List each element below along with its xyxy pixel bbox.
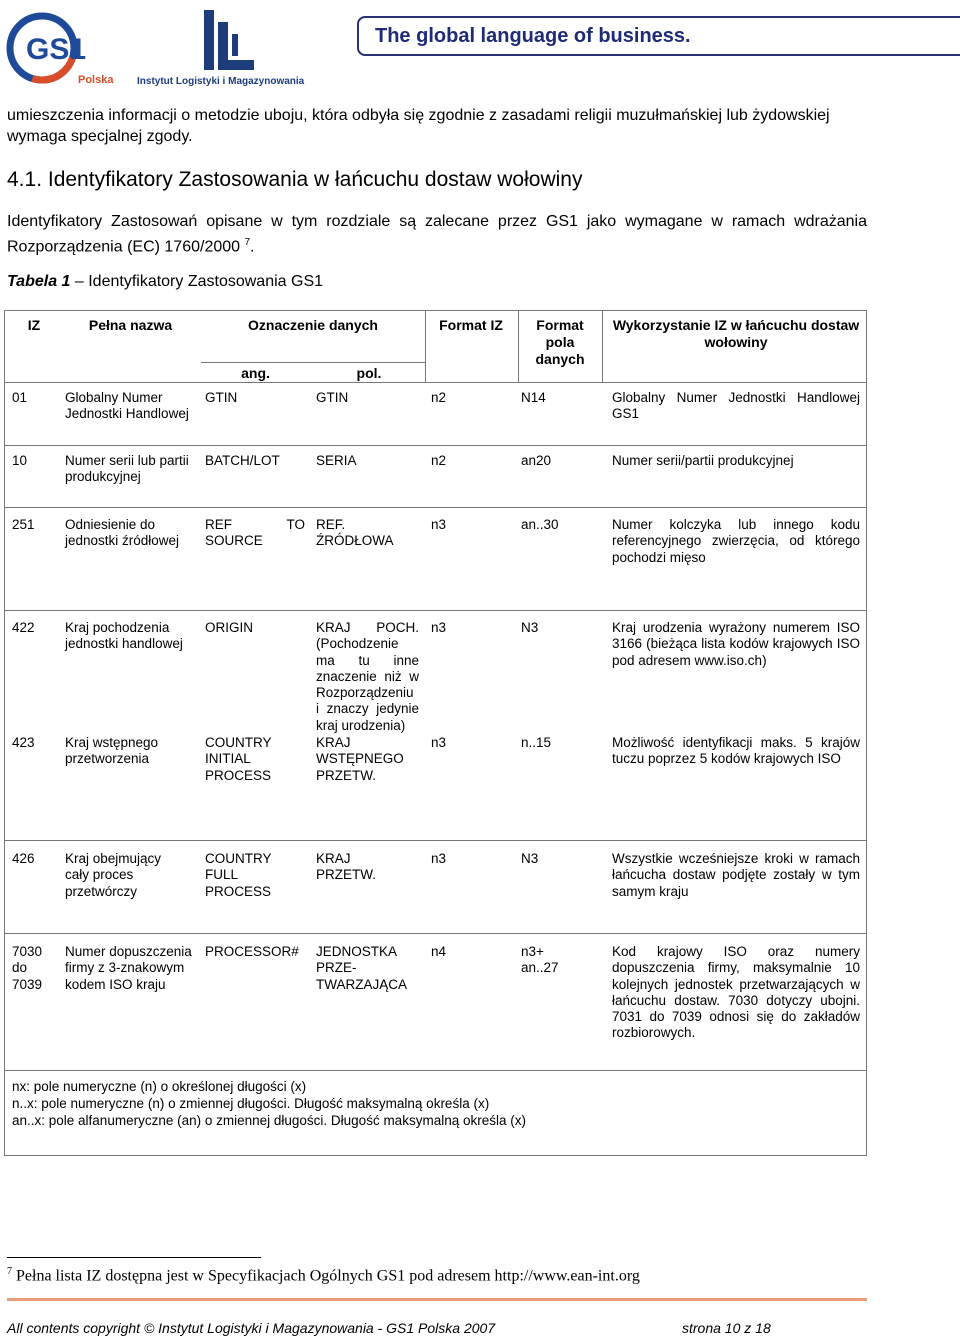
cell-usage: Numer kolczyka lub innego kodu referencyjnego zwierzęcia, od którego pochodzi mięso [612,517,860,565]
cell-format: n3 [431,517,447,532]
cell-ang: BATCH/LOT [205,453,280,468]
cell-iz: 01 [12,390,28,405]
header-format-pola: Format pola danych [535,317,585,367]
cell-ang: REF TO SOURCE [205,517,305,549]
gs1-polska-label: Polska [78,74,114,86]
cell-usage: Możliwość identyfikacji maks. 5 krajów tuczu poprzez 5 kodów krajowych ISO [612,735,860,767]
cell-format: n4 [431,944,447,959]
header-ang: ang. [241,365,270,381]
header-format-iz: Format IZ [439,317,503,333]
cell-ang: GTIN [205,390,238,405]
cell-pol: KRAJ PRZETW. [316,851,376,883]
cell-format: n2 [431,453,447,468]
row-divider [5,1070,866,1071]
row-divider [5,507,866,508]
header-sub-divider [201,362,426,363]
header-divider [602,311,603,383]
cell-ang: ORIGIN [205,620,254,635]
cell-name: Kraj obejmujący cały proces przetwórczy [65,851,162,899]
cell-field-format: n..15 [521,735,552,750]
page-number: strona 10 z 18 [682,1320,771,1336]
cell-name: Kraj pochodzenia jednostki handlowej [65,620,183,652]
cell-iz: 426 [12,851,35,866]
header-divider [518,311,519,383]
cell-name: Numer dopuszczenia firmy z 3-znakowym kodem ISO kraju [65,944,192,992]
footer-divider [7,1298,867,1301]
cell-pol: KRAJ WSTĘPNEGO PRZETW. [316,735,404,783]
header-usage: Wykorzystanie IZ w łańcuchu dostaw wołowiny [612,317,860,350]
header-iz: IZ [27,317,41,333]
slogan-box [357,16,960,56]
description-paragraph: Identyfikatory Zastosowań opisane w tym rozdziale są zalecane przez GS1 jako wymagane w ramach wdrażania Rozporządzenia (EC) 1760/2000 $^7$. [7,213,867,256]
legend-line: n..x: pole numeryczne (n) o zmiennej długości. Długość maksymalną określa (x) [12,1096,490,1111]
cell-pol: JEDNOSTKA PRZE-TWARZAJĄCA [316,944,407,992]
row-divider [5,933,866,934]
cell-ang: COUNTRY INITIAL PROCESS [205,735,272,783]
legend-line: nx: pole numeryczne (n) o określonej długości (x) [12,1079,307,1094]
ai-table [4,310,867,1156]
footnote-divider [7,1257,261,1258]
table-caption: Tabela 1 – Identyfikatory Zastosowania GS1 [7,273,324,290]
cell-usage: Numer serii/partii produkcyjnej [612,453,794,468]
row-divider [5,382,866,383]
cell-usage: Wszystkie wcześniejsze kroki w ramach łańcucha dostaw podjęte zostały w tym samym kraju [612,851,860,899]
cell-field-format: N3 [521,620,539,635]
intro-paragraph: umieszczenia informacji o metodzie uboju, która odbyła się zgodnie z zasadami religii muzułmańskiej lub żydowskiej wymaga specjalnej zgody. [7,107,830,145]
cell-name: Kraj wstępnego przetworzenia [65,735,159,767]
header-pol: pol. [356,365,382,381]
header-divider [425,311,426,383]
cell-usage: Kod krajowy ISO oraz numery dopuszczenia firmy, maksymalnie 10 kolejnych jednostek przetwarzających w łańcuchu dostaw. 7030 dotyczy ubojni. 7031 do 7039 odnosi się do zakładów rozbiorowych. [612,944,860,1041]
legend-line: an..x: pole alfanumeryczne (an) o zmiennej długości. Długość maksymalną określa (x) [12,1113,526,1128]
header-full-name: Pełna nazwa [88,317,173,333]
cell-iz: 422 [12,620,35,635]
cell-field-format: N3 [521,851,539,866]
row-divider [5,610,866,611]
cell-ang: PROCESSOR# [205,944,299,959]
cell-field-format: an..30 [521,517,559,532]
cell-iz: 423 [12,735,35,750]
cell-field-format: an20 [521,453,552,468]
cell-format: n3 [431,851,447,866]
cell-name: Globalny Numer Jednostki Handlowej [65,390,189,422]
svg-text:GS1: GS1 [26,33,87,66]
ilim-name: Instytut Logistyki i Magazynowania [137,76,305,87]
header-data-title: Oznaczenie danych [248,317,378,333]
cell-iz: 10 [12,453,28,468]
cell-format: n3 [431,735,447,750]
cell-ang: COUNTRY FULL PROCESS [205,851,272,899]
cell-usage: Globalny Numer Jednostki Handlowej GS1 [612,390,860,422]
cell-format: n2 [431,390,447,405]
cell-pol: GTIN [316,390,349,405]
cell-iz: 7030 do 7039 [12,944,43,992]
footnote-ref: 7 [244,237,251,248]
cell-iz: 251 [12,517,35,532]
cell-pol: KRAJ POCH. (Pochodzenie ma tu inne znaczenie niż w Rozporządzeniu i znaczy jedynie kraj urodzenia) [316,620,419,733]
row-divider [5,445,866,446]
cell-usage: Kraj urodzenia wyrażony numerem ISO 3166 (bieżąca lista kodów krajowych ISO pod adresem www.iso.ch) [612,620,860,668]
slogan-text: The global language of business. [375,25,691,47]
cell-pol: SERIA [316,453,357,468]
cell-name: Numer serii lub partii produkcyjnej [65,453,189,485]
section-heading: 4.1. Identyfikatory Zastosowania w łańcuchu dostaw wołowiny [7,168,583,191]
ilim-logo [200,4,260,76]
cell-pol: REF. ŹRÓDŁOWA [316,517,394,549]
footnote: $^7$ Pełna lista IZ dostępna jest w Specyfikacjach Ogólnych GS1 pod adresem http://www.ean-int.org [7,1266,640,1285]
cell-field-format: N14 [521,390,546,405]
cell-name: Odniesienie do jednostki źródłowej [65,517,180,549]
row-divider [5,840,866,841]
cell-field-format: n3+ an..27 [521,944,559,976]
footer-copyright: All contents copyright © Instytut Logistyki i Magazynowania - GS1 Polska 2007 [7,1320,496,1336]
cell-format: n3 [431,620,447,635]
